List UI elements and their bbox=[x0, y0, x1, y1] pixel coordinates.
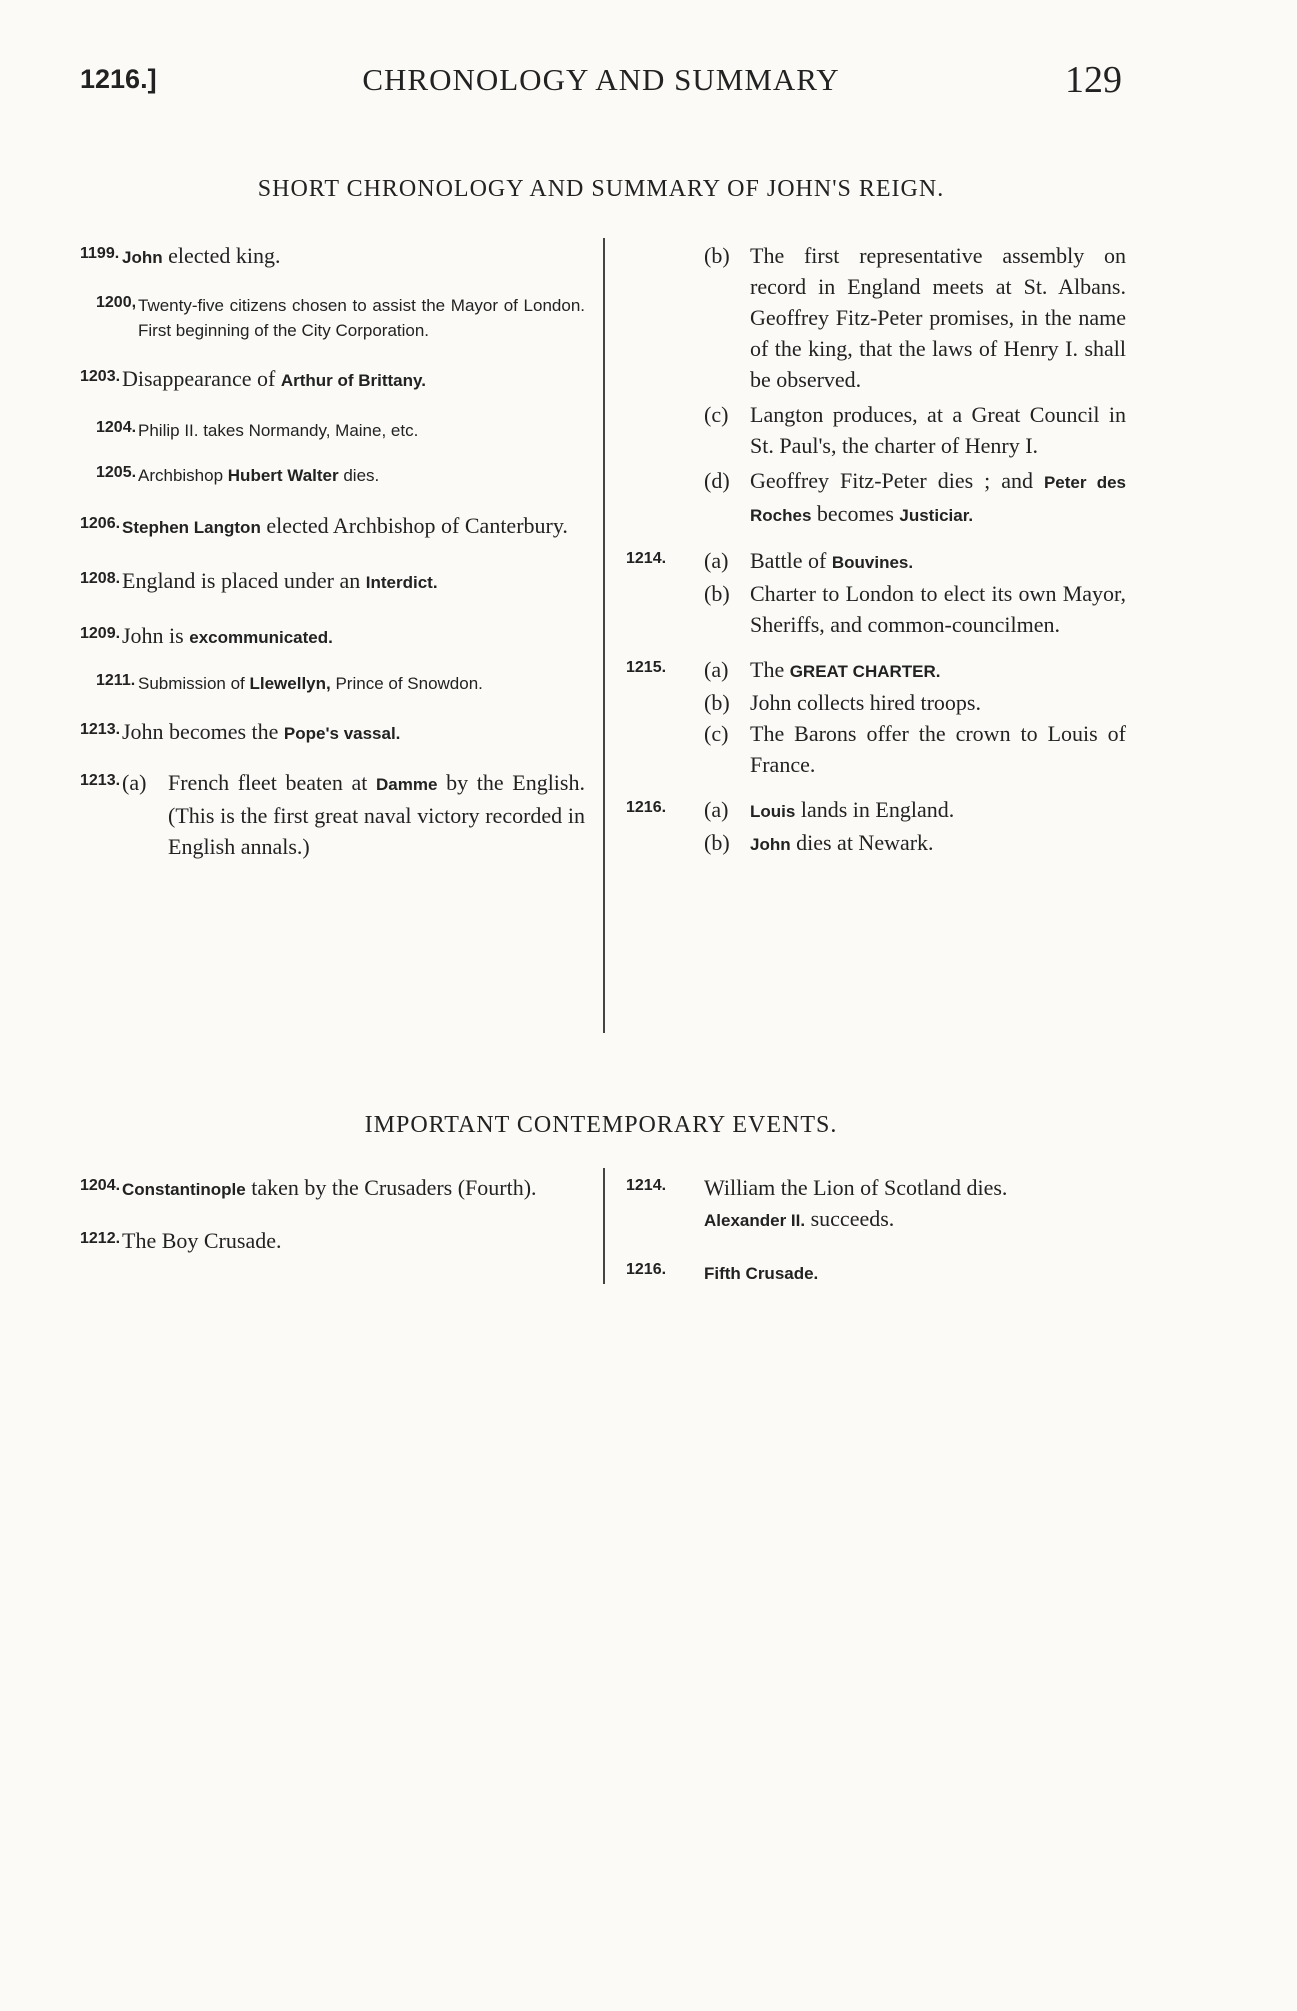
bold-term: Llewellyn, bbox=[249, 674, 331, 693]
entry-year: 1211. bbox=[96, 672, 136, 689]
bold-term: Peter des Roches bbox=[750, 473, 1126, 525]
bold-term: Hubert Walter bbox=[227, 466, 339, 485]
entry-1213-d: (d) Geoffrey Fitz-Peter dies ; and Peter des Roches becomes Justiciar. bbox=[704, 468, 1126, 526]
bold-term: Stephen Langton bbox=[122, 518, 261, 537]
column-divider bbox=[603, 1168, 605, 1284]
bold-term: Constantinople bbox=[122, 1180, 246, 1199]
bold-term: GREAT CHARTER. bbox=[789, 662, 941, 681]
entry-year: 1213. bbox=[80, 772, 121, 789]
entry-year: 1205. bbox=[96, 464, 137, 481]
entry-year: 1204. bbox=[80, 1177, 121, 1194]
entry-1213-c: (c) Langton produces, at a Great Council in St. Paul's, the charter of Henry I. bbox=[704, 402, 1126, 458]
entry-1203: 1203. Disappearance of Arthur of Brittany. bbox=[80, 363, 585, 396]
entry-1208: 1208. England is placed under an Interdict. bbox=[80, 565, 585, 598]
event-1212: 1212. The Boy Crusade. bbox=[80, 1225, 585, 1256]
entry-year: 1208. bbox=[80, 570, 121, 587]
entry-year: 1199. bbox=[80, 245, 120, 262]
event-1214: 1214. William the Lion of Scotland dies. Alexander II. succeeds. bbox=[626, 1172, 1126, 1236]
entry-year: 1214. bbox=[626, 1177, 667, 1194]
summary-right-column bbox=[626, 240, 1126, 860]
event-1216 bbox=[626, 1256, 1126, 1289]
entry-year: 1216. bbox=[626, 799, 667, 816]
bold-term: Damme bbox=[376, 775, 438, 794]
entry-year: 1209. bbox=[80, 625, 121, 642]
bold-term: Pope's vassal. bbox=[283, 724, 401, 743]
contemporary-left-column bbox=[80, 1172, 585, 1256]
summary-title: SHORT CHRONOLOGY AND SUMMARY OF JOHN'S REIGN. bbox=[257, 176, 945, 202]
entry-1211: 1211. Submission of Llewellyn, Prince of Snowdon. bbox=[96, 672, 483, 693]
summary-left-column bbox=[80, 240, 585, 862]
entry-year: 1214. bbox=[626, 550, 667, 567]
bold-term: Arthur of Brittany. bbox=[280, 371, 426, 390]
bold-term: Alexander II. bbox=[704, 1211, 806, 1230]
event-1204: 1204. Constantinople taken by the Crusaders (Fourth). bbox=[80, 1172, 585, 1205]
bold-term: John bbox=[750, 835, 791, 854]
entry-1206: 1206. Stephen Langton elected Archbishop of Canterbury. bbox=[80, 510, 585, 543]
entry-1215: 1215. (a) The GREAT CHARTER. (b) John collects hired troops. (c) The Barons offer the crown to Louis of France. bbox=[626, 654, 1126, 780]
entry-year: 1203. bbox=[80, 368, 121, 385]
contemporary-right-column bbox=[626, 1172, 1126, 1289]
entry-year: 1200, bbox=[96, 294, 137, 311]
entry-1213-vassal: 1213. John becomes the Pope's vassal. bbox=[80, 716, 585, 749]
entry-1204: 1204. Philip II. takes Normandy, Maine, etc. bbox=[96, 419, 419, 440]
column-divider bbox=[603, 238, 605, 1033]
entry-1205: 1205. Archbishop Hubert Walter dies. bbox=[96, 464, 380, 485]
bold-term: John bbox=[122, 248, 163, 267]
entry-1213-b: (b) The first representative assembly on record in England meets at St. Albans. Geoffrey Fitz-Peter promises, in the name of the king, that the laws of Henry I. shall be observed. bbox=[704, 243, 1126, 392]
bold-term: Louis bbox=[750, 802, 796, 821]
header-year: 1216.] bbox=[80, 64, 157, 94]
bold-term: excommunicated. bbox=[189, 628, 333, 647]
entry-year: 1206. bbox=[80, 515, 121, 532]
entry-year: 1213. bbox=[80, 721, 121, 738]
bold-term: Justiciar. bbox=[899, 506, 974, 525]
entry-1200: 1200, Twenty-five citizens chosen to assist the Mayor of London. First beginning of the City Corporation. bbox=[96, 294, 585, 340]
bold-term: Interdict. bbox=[365, 573, 438, 592]
entry-1209: 1209. John is excommunicated. bbox=[80, 620, 585, 653]
entry-1216: 1216. (a) Louis lands in England. (b) John dies at Newark. bbox=[626, 794, 1126, 860]
running-head bbox=[80, 58, 1122, 108]
entry-1214: 1214. (a) Battle of Bouvines. (b) Charter to London to elect its own Mayor, Sheriffs, and common-councilmen. bbox=[626, 545, 1126, 640]
entry-1199: 1199. John elected king. bbox=[80, 240, 585, 273]
bold-term: Bouvines. bbox=[831, 553, 914, 572]
page-number: 129 bbox=[1065, 59, 1122, 101]
entry-year: 1215. bbox=[626, 659, 667, 676]
contemporary-title: IMPORTANT CONTEMPORARY EVENTS. bbox=[364, 1112, 838, 1138]
bold-term: Fifth Crusade. bbox=[704, 1264, 819, 1283]
entry-1213-damme: 1213. (a) French fleet beaten at Damme by the English. (This is the first great naval victory recorded in English annals.) bbox=[80, 767, 585, 862]
entry-year: 1204. bbox=[96, 419, 137, 436]
header-title: CHRONOLOGY AND SUMMARY bbox=[362, 62, 840, 97]
entry-year: 1216. bbox=[626, 1261, 667, 1278]
entry-year: 1212. bbox=[80, 1230, 121, 1247]
